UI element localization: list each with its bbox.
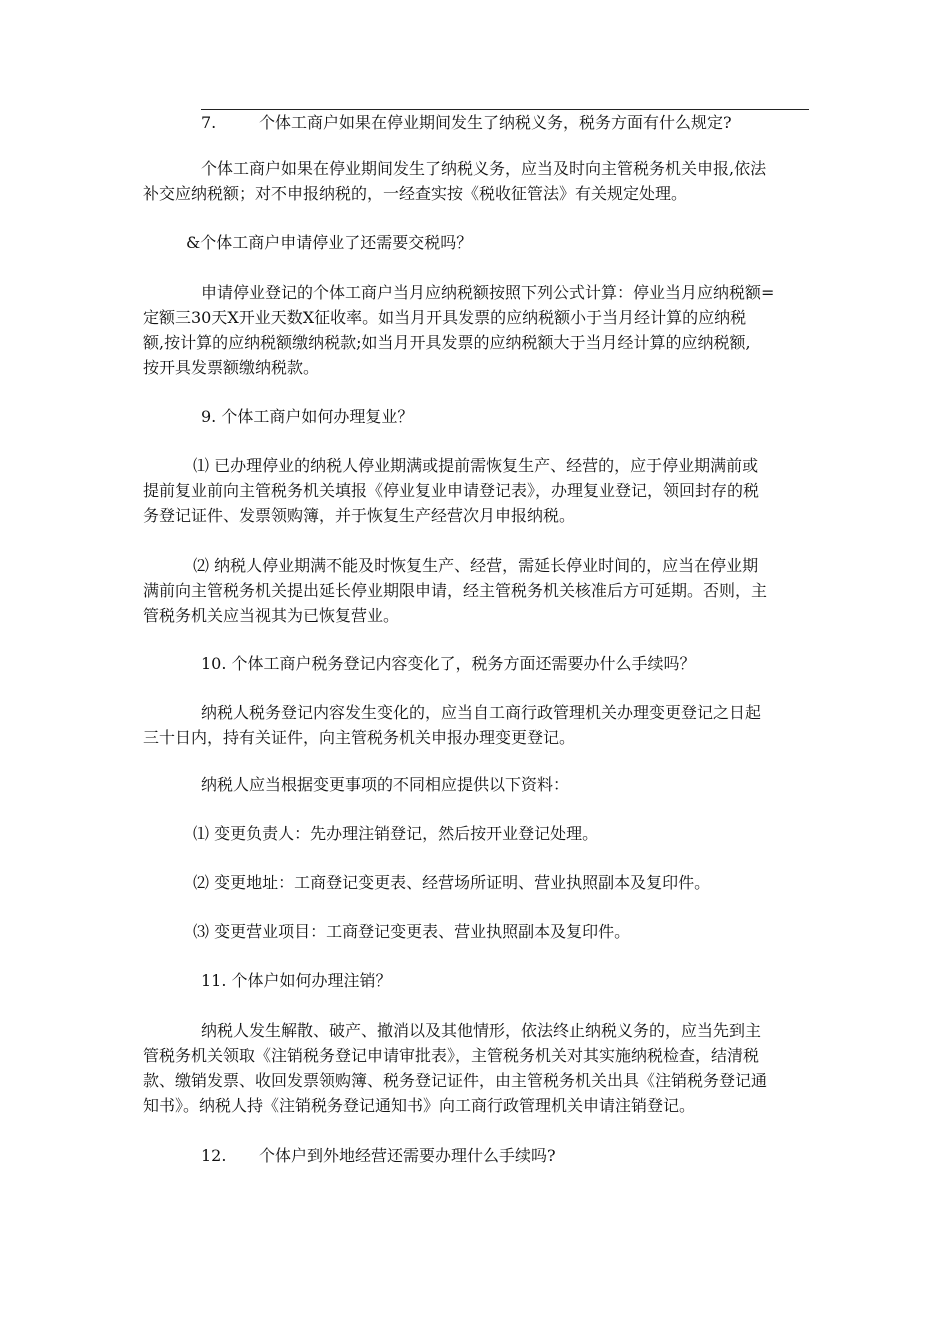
answer-9-item2-line: 满前向主管税务机关提出延长停业期限申请，经主管税务机关核准后方可延期。否则，主 — [143, 581, 768, 600]
answer-8-line: 按开具发票额缴纳税款。 — [143, 358, 320, 377]
answer-11-line: 款、缴销发票、收回发票领购簿、税务登记证件，由主管税务机关出具《注销税务登记通 — [143, 1071, 768, 1090]
answer-8-line: 额,按计算的应纳税额缴纳税款;如当月开具发票的应纳税额大于当月经计算的应纳税额, — [143, 333, 751, 352]
answer-10-line: 纳税人税务登记内容发生变化的，应当自工商行政管理机关办理变更登记之日起 — [201, 703, 762, 722]
question-12 — [201, 1143, 556, 1168]
question-number: 7. — [201, 113, 217, 132]
answer-10-item: ⑴ 变更负责人：先办理注销登记，然后按开业登记处理。 — [193, 824, 599, 843]
question-10: 10. 个体工商户税务登记内容变化了，税务方面还需要办什么手续吗？ — [201, 654, 696, 673]
question-9: 9. 个体工商户如何办理复业？ — [201, 407, 414, 426]
question-11: 11. 个体户如何办理注销？ — [201, 971, 392, 990]
answer-9-item1-line: 提前复业前向主管税务机关填报《停业复业申请登记表》，办理复业登记，领回封存的税 — [143, 481, 760, 500]
answer-7-line: 补交应纳税额；对不申报纳税的，一经查实按《税收征管法》有关规定处理。 — [143, 184, 688, 203]
answer-8-line: 定额三30天X开业天数X征收率。如当月开具发票的应纳税额小于当月经计算的应纳税 — [143, 308, 747, 327]
answer-11-line: 知书》。纳税人持《注销税务登记通知书》向工商行政管理机关申请注销登记。 — [143, 1096, 696, 1115]
answer-9-item1-line: ⑴ 已办理停业的纳税人停业期满或提前需恢复生产、经营的，应于停业期满前或 — [193, 456, 759, 475]
answer-9-item2-line: ⑵ 纳税人停业期满不能及时恢复生产、经营，需延长停业时间的，应当在停业期 — [193, 556, 759, 575]
question-text: 个体工商户如果在停业期间发生了纳税义务，税务方面有什么规定? — [259, 113, 732, 132]
answer-11-line: 纳税人发生解散、破产、撤消以及其他情形，依法终止纳税义务的，应当先到主 — [201, 1021, 762, 1040]
answer-8-line: 申请停业登记的个体工商户当月应纳税额按照下列公式计算：停业当月应纳税额= — [201, 283, 775, 302]
answer-9-item1-line: 务登记证件、发票领购簿，并于恢复生产经营次月申报纳税。 — [143, 506, 576, 525]
answer-10-line: 三十日内，持有关证件，向主管税务机关申报办理变更登记。 — [143, 728, 576, 747]
question-7 — [201, 110, 732, 135]
question-number: 12. — [201, 1146, 227, 1165]
answer-7-line: 个体工商户如果在停业期间发生了纳税义务，应当及时向主管税务机关申报,依法 — [201, 159, 767, 178]
answer-9-item2-line: 管税务机关应当视其为已恢复营业。 — [143, 606, 400, 625]
answer-11-line: 管税务机关领取《注销税务登记申请审批表》，主管税务机关对其实施纳税检查，结清税 — [143, 1046, 760, 1065]
question-8: &个体工商户申请停业了还需要交税吗？ — [186, 233, 473, 252]
answer-10-item: ⑵ 变更地址：工商登记变更表、经营场所证明、营业执照副本及复印件。 — [193, 873, 711, 892]
answer-10-item: ⑶ 变更营业项目：工商登记变更表、营业执照副本及复印件。 — [193, 922, 631, 941]
answer-10-intro: 纳税人应当根据变更事项的不同相应提供以下资料： — [201, 775, 570, 794]
question-text: 个体户到外地经营还需要办理什么手续吗? — [259, 1146, 556, 1165]
